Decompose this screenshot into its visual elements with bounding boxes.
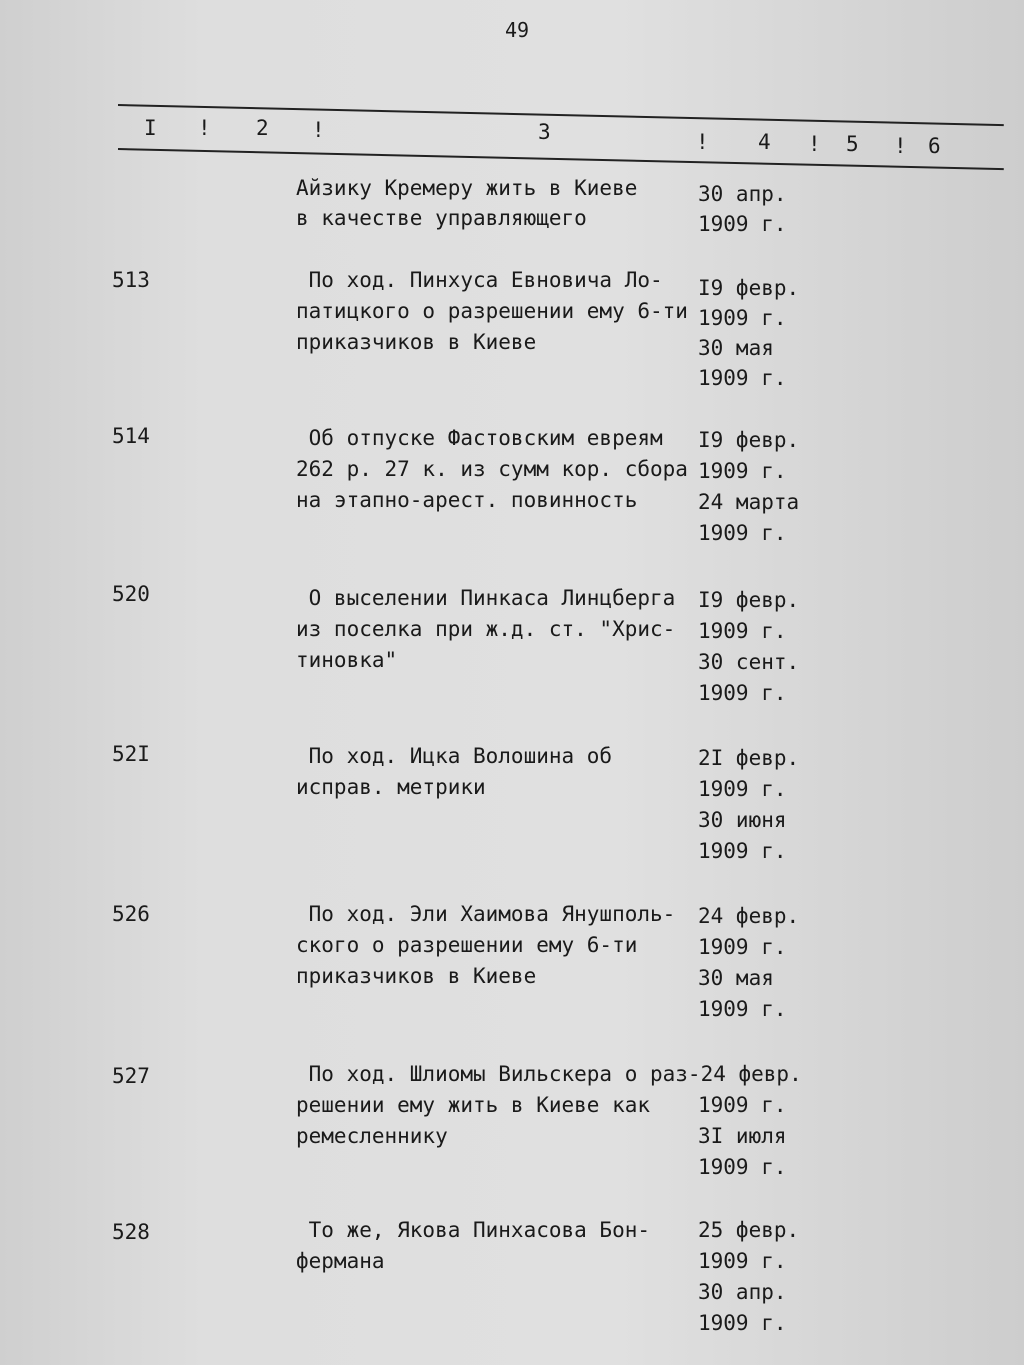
- entry-title-line: О выселении Пинкаса Линцберга: [296, 586, 676, 610]
- entry-date-line: 30 сент.: [698, 650, 800, 674]
- page-number: 49: [505, 18, 530, 42]
- entry-number: 527: [112, 1064, 150, 1088]
- header-col-2: 2: [256, 116, 269, 140]
- header-col-1: I: [144, 116, 157, 140]
- entry-title-line: патицкого о разрешении ему 6-ти: [296, 299, 688, 323]
- entry-date-line: 1909 г.: [698, 997, 787, 1021]
- entry-number: 520: [112, 582, 150, 606]
- header-separator: !: [894, 134, 907, 158]
- entry-title-line: По ход. Пинхуса Евновича Ло-: [296, 268, 663, 292]
- entry-title-line: решении ему жить в Киеве как: [296, 1093, 651, 1117]
- entry-date-line: 1909 г.: [698, 619, 787, 643]
- entry-date-line: 24 февр.: [698, 904, 800, 928]
- entry-number: 528: [112, 1220, 150, 1244]
- entry-date-line: 2I февр.: [698, 746, 800, 770]
- entry-number: 526: [112, 902, 150, 926]
- entry-date-line: 30 мая: [698, 966, 774, 990]
- entry-title-line: Об отпуске Фастовским евреям: [296, 426, 663, 450]
- entry-number: 52I: [112, 742, 150, 766]
- header-top-rule: [118, 104, 1004, 126]
- entry-title-line: из поселка при ж.д. ст. "Хрис-: [296, 617, 676, 641]
- entry-title-line: в качестве управляющего: [296, 206, 587, 230]
- entry-date-line: 1909 г.: [698, 459, 787, 483]
- entry-date-line: 1909 г.: [698, 1249, 787, 1273]
- entry-title-line: То же, Якова Пинхасова Бон-: [296, 1218, 651, 1242]
- entry-title-line: тиновка": [296, 648, 398, 672]
- entry-title-line: приказчиков в Киеве: [296, 964, 537, 988]
- entry-title-line: Айзику Кремеру жить в Киеве: [296, 176, 638, 200]
- entry-date-line: 1909 г.: [698, 212, 787, 236]
- entry-title-line: По ход. Эли Хаимова Янушполь-: [296, 902, 676, 926]
- header-col-4: 4: [758, 130, 771, 154]
- header-col-5: 5: [846, 132, 859, 156]
- entry-title-line: По ход. Ицка Волошина об: [296, 744, 613, 768]
- header-separator: !: [696, 130, 709, 154]
- entry-date-line: 1909 г.: [698, 777, 787, 801]
- entry-title-line: на этапно-арест. повинность: [296, 488, 638, 512]
- entry-title-line: фермана: [296, 1249, 385, 1273]
- entry-date-line: 3I июля: [698, 1124, 787, 1148]
- entry-date-line: 1909 г.: [698, 521, 787, 545]
- entry-title-line: приказчиков в Киеве: [296, 330, 537, 354]
- entry-date-line: 24 марта: [698, 490, 800, 514]
- entry-title-line: 262 р. 27 к. из сумм кор. сбора: [296, 457, 688, 481]
- entry-date-line: 1909 г.: [698, 935, 787, 959]
- entry-title-line: ского о разрешении ему 6-ти: [296, 933, 638, 957]
- entry-title-line: По ход. Шлиомы Вильскера о раз-24 февр.: [296, 1062, 802, 1086]
- header-separator: !: [808, 132, 821, 156]
- entry-date-line: 1909 г.: [698, 1311, 787, 1335]
- header-col-6: 6: [928, 134, 941, 158]
- entry-title-line: ремесленнику: [296, 1124, 448, 1148]
- entry-date-line: 1909 г.: [698, 839, 787, 863]
- entry-date-line: 1909 г.: [698, 366, 787, 390]
- entry-date-line: 1909 г.: [698, 306, 787, 330]
- entry-date-line: I9 февр.: [698, 588, 800, 612]
- entry-date-line: 1909 г.: [698, 681, 787, 705]
- header-separator: !: [312, 118, 325, 142]
- header-bottom-rule: [118, 148, 1004, 170]
- entry-date-line: 25 февр.: [698, 1218, 800, 1242]
- entry-date-line: 30 апр.: [698, 182, 787, 206]
- entry-number: 514: [112, 424, 150, 448]
- header-col-3: 3: [538, 120, 551, 144]
- header-separator: !: [198, 116, 211, 140]
- entry-date-line: 30 июня: [698, 808, 787, 832]
- entry-date-line: 30 мая: [698, 336, 774, 360]
- entry-date-line: 30 апр.: [698, 1280, 787, 1304]
- entry-number: 513: [112, 268, 150, 292]
- entry-date-line: I9 февр.: [698, 276, 800, 300]
- entry-date-line: 1909 г.: [698, 1155, 787, 1179]
- entry-date-line: 1909 г.: [698, 1093, 787, 1117]
- entry-title-line: исправ. метрики: [296, 775, 486, 799]
- entry-date-line: I9 февр.: [698, 428, 800, 452]
